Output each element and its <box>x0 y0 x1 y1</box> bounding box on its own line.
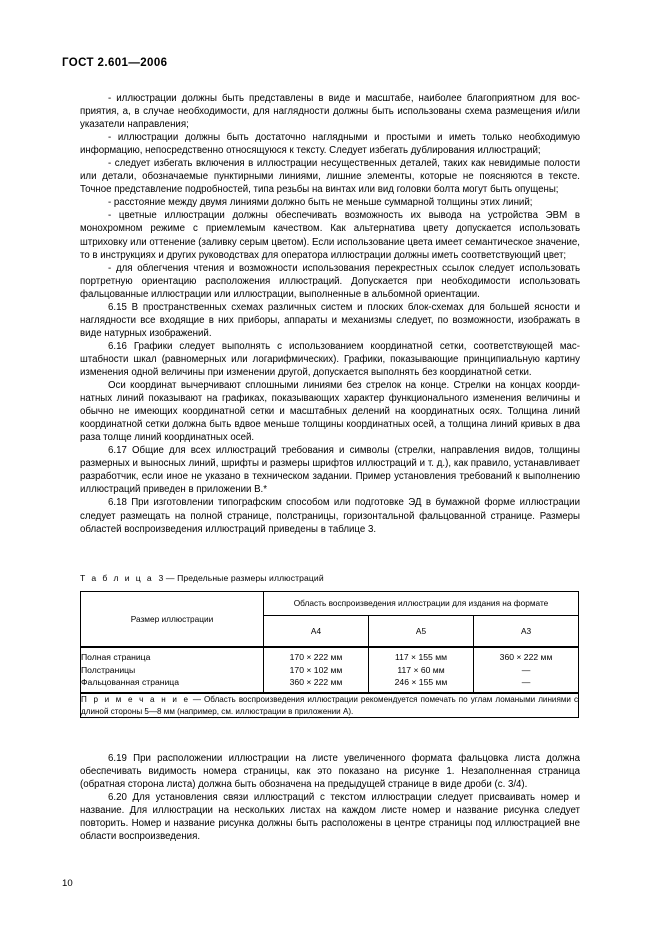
table-row <box>81 647 579 693</box>
table-cell-a3-values <box>474 647 579 693</box>
paragraph-clause-6-16: 6.16 Графики следует выполнять с использованием координатной сетки, соответствующей масштабности шкал (равномерных или логарифмических). Графики, показывающие принципиальную картину изменения одной величины при изменении другой, допускается выполнять без координатной сетки. <box>80 340 580 378</box>
paragraph-clause-6-20: 6.20 Для установления связи иллюстраций с текстом иллюстрации следует присваивать номер и название. Для иллюстрации на нескольких листах на каждом листе номер и название рисунка следует повторить. Номер и название рисунка должны быть расположены в центре страницы под иллюстрацией вне области воспроизведения. <box>80 792 580 843</box>
paragraph-clause-6-18: 6.18 При изготовлении типографским способом или подготовке ЭД в бумажной форме иллюстрации следует размещать на полной странице, полстраницы, горизонтальной фальцованной странице. Размеры областей воспроизведения иллюстраций приведены в таблице 3. <box>80 497 580 535</box>
paragraph-clause-6-17: 6.17 Общие для всех иллюстраций требования и символы (стрелки, направления видов, толщины размерных и выносных линий, шрифты и размеры шрифтов иллюстраций и т. д.), как правило, устанавливает разработчик, если иное не указано в техническом задании. Пример установления требований к выполнению иллюстраций приведен в приложении В.* <box>80 445 580 496</box>
paragraph-bullet-3: - следует избегать включения в иллюстрации несущественных деталей, таких как невидимые полости или детали, обозначаемые пунктирными линиями, лишние элементы, которые не поясняются в тексте. Точное представление подробностей, типа резьбы на винтах или вид головки болта могут быть опущены; <box>80 158 580 196</box>
table-cell-a5-values <box>369 647 474 693</box>
paragraph-bullet-6: - для облегчения чтения и возможности использования перекрестных ссылок следует использовать портретную ориентацию расположения иллюстраций. Допускается при необходимости использовать фальцованные иллюстрации или иллюстрации, выполненные в альбомной ориентации. <box>80 262 580 300</box>
illustration-size-table <box>80 591 579 718</box>
cell-a5-half-page: 117 × 60 мм <box>397 664 445 675</box>
table-header-row-1 <box>81 592 579 616</box>
cell-a5-full-page: 117 × 155 мм <box>394 651 448 662</box>
table-header-reproduction-area: Область воспроизведения иллюстрации для издания на формате <box>264 592 579 616</box>
table-cell-a4-values <box>264 647 369 693</box>
paragraph-bullet-5: - цветные иллюстрации должны обеспечивать возможность их вывода на устройства ЭВМ в монохромном режиме с приемлемым качеством. Как альтернатива цвету допускается использовать штриховку или оттенение (заливку серым цветом). Если использование цвета имеет семантическое значение, то в инструкциях и других руководствах для оператора иллюстрации должны иметь соответствующий цвет; <box>80 210 580 261</box>
cell-a3-half-page: — <box>521 664 531 675</box>
paragraph-bullet-2: - иллюстрации должны быть достаточно наглядными и простыми и иметь только необходимую информацию, непосредственно относящуюся к тексту. Следует избегать дублирования иллюстраций; <box>80 132 580 157</box>
cell-a3-full-page: 360 × 222 мм <box>499 651 553 662</box>
cell-a4-full-page: 170 × 222 мм <box>289 651 343 662</box>
table-note-row <box>81 693 579 718</box>
paragraph-clause-6-15: 6.15 В пространственных схемах различных систем и плоских блок-схемах для большей ясности и наглядности все входящие в них приборы, аппараты и механизмы следует, по возможности, изображать в виде натурных изображений. <box>80 301 580 339</box>
table-note-text: — Область воспроизведения иллюстрации рекомендуется помечать по углам ломаными линиями с длиной стороны 5—8 мм (например, см. иллюстрации в приложении А). <box>81 695 579 716</box>
row-label-folded-page: Фальцованная страница <box>81 677 180 688</box>
row-label-half-page: Полстраницы <box>81 664 136 675</box>
body-text-column-after-table <box>80 752 580 843</box>
cell-a4-half-page: 170 × 102 мм <box>289 664 343 675</box>
paragraph-bullet-4: - расстояние между двумя линиями должно быть не меньше суммарной толщины этих линий; <box>108 197 533 209</box>
paragraph-clause-6-19: 6.19 При расположении иллюстрации на листе увеличенного формата фальцовка листа должна обеспечивать видимость номера страницы, как это показано на рисунке 1. Незаполненная страница (обратная сторона листа) должна быть обозначена на предыдущей странице в виде дроби (с. 3/4). <box>80 753 580 791</box>
table-caption-number: 3 <box>158 573 164 583</box>
paragraph-bullet-1: - иллюстрации должны быть представлены в виде и масштабе, наиболее благоприятном для восприятия, а, в случае необходимости, для наглядности должны быть использованы схема размещения и/или указатели направления; <box>80 93 580 131</box>
cell-a4-folded-page: 360 × 222 мм <box>289 677 343 688</box>
table-caption <box>80 573 324 583</box>
table-caption-label: Т а б л и ц а <box>80 573 154 583</box>
table-header-format-a5: А5 <box>369 615 474 647</box>
table-header-size: Размер иллюстрации <box>81 592 264 648</box>
illustration-size-table-wrapper <box>80 591 578 718</box>
table-header-format-a4: А4 <box>264 615 369 647</box>
document-header-standard: ГОСТ 2.601—2006 <box>62 57 168 69</box>
table-note <box>81 693 579 718</box>
row-label-full-page: Полная страница <box>81 652 151 663</box>
table-caption-title: Предельные размеры иллюстраций <box>177 573 324 583</box>
paragraph-axes-description: Оси координат вычерчивают сплошными линиями без стрелок на конце. Стрелки на концах координатных линий показывают на графиках, показывающих характер функционального изменения величины и обычно не имеющих координатной сетки и масштабных делений на координатных осях. Толщина линий координатной сетки должна быть вдвое меньше толщины координатных осей, а толщина линий кривых в два раза толще линий координатных осей. <box>80 380 580 444</box>
table-note-lead: П р и м е ч а н и е <box>81 695 190 704</box>
cell-a5-folded-page: 246 × 155 мм <box>394 677 448 688</box>
table-row-labels <box>81 647 264 693</box>
cell-a3-folded-page: — <box>521 677 531 688</box>
table-caption-dash: — <box>165 573 175 583</box>
body-text-column <box>80 92 580 536</box>
page-number: 10 <box>62 878 73 889</box>
table-header-format-a3: А3 <box>474 615 579 647</box>
